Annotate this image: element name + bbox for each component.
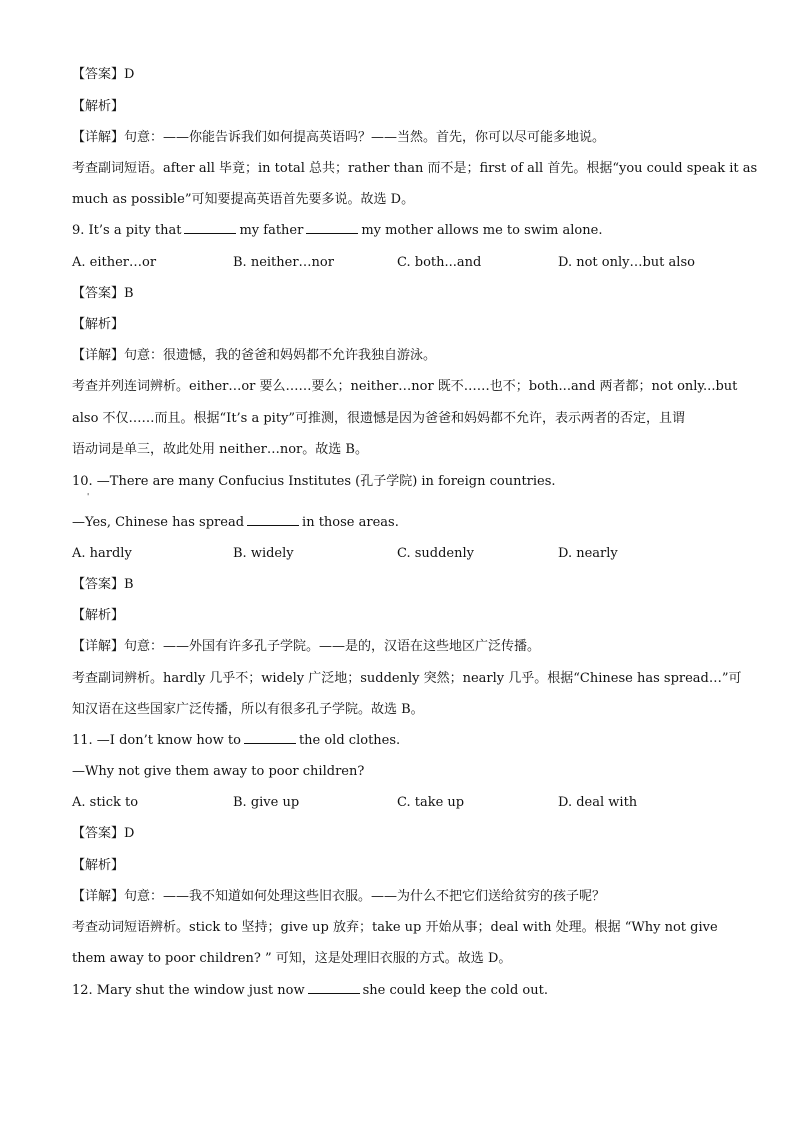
q9-blank-2: [306, 222, 358, 234]
q10-stem-line-1: 10. —There are many Confucius Institutes (孔子学院) in foreign countries.: [72, 474, 556, 489]
q10-explanation-line-2: 知汉语在这些国家广泛传播，所以有很多孔子学院。故选 B。: [72, 702, 424, 717]
q9-analysis-label: 【解析】: [72, 317, 125, 332]
q9-stem-part-2: my father: [239, 223, 304, 238]
q11-explanation-line-2: them away to poor children? ” 可知，这是处理旧衣服的方式。故选 D。: [72, 951, 512, 966]
q8-detail: 【详解】句意：——你能告诉我们如何提高英语吗？——当然。首先，你可以尽可能多地说。: [72, 130, 606, 145]
q11-answer: 【答案】D: [72, 826, 135, 841]
q9-detail: 【详解】句意：很遗憾，我的爸爸和妈妈都不允许我独自游泳。: [72, 348, 437, 363]
q12-blank: [308, 982, 360, 994]
q10-analysis-label: 【解析】: [72, 608, 125, 623]
q10-option-d: D. nearly: [558, 546, 618, 561]
q8-explanation-line-2: much as possible”可知要提高英语首先要多说。故选 D。: [72, 192, 415, 207]
q9-option-c: C. both...and: [397, 255, 482, 270]
q10-stem-part-1: —Yes, Chinese has spread: [72, 515, 245, 530]
q12-stem-part-1: 12. Mary shut the window just now: [72, 983, 305, 998]
q10-option-c: C. suddenly: [397, 546, 475, 561]
q10-option-b: B. widely: [233, 546, 294, 561]
q10-explanation-line-1: 考查副词辨析。hardly 几乎不；widely 广泛地；suddenly 突然；nearly 几乎。根据“Chinese has spread…”可: [72, 671, 742, 686]
q11-option-b: B. give up: [233, 795, 300, 810]
q10-stem-part-2: in those areas.: [302, 515, 399, 530]
q12-stem-part-2: she could keep the cold out.: [362, 983, 548, 998]
q9-option-d: D. not only…but also: [558, 255, 695, 270]
q8-analysis-label: 【解析】: [72, 99, 125, 114]
q11-stem-line-2: —Why not give them away to poor children?: [72, 764, 365, 779]
q8-answer: 【答案】D: [72, 67, 135, 82]
q10-blank: [247, 514, 299, 526]
q11-option-c: C. take up: [397, 795, 465, 810]
q9-option-a: A. either…or: [72, 255, 157, 270]
q9-stem-part-3: my mother allows me to swim alone.: [361, 223, 603, 238]
q9-option-b: B. neither…nor: [233, 255, 334, 270]
q11-explanation-line-1: 考查动词短语辨析。stick to 坚持；give up 放弃；take up 开始从事；deal with 处理。根据 “Why not give: [72, 920, 718, 935]
q9-explanation-line-3: 语动词是单三，故此处用 neither…nor。故选 B。: [72, 442, 368, 457]
q11-blank: [244, 732, 296, 744]
q11-stem-part-1: 11. —I don’t know how to: [72, 733, 241, 748]
q10-detail: 【详解】句意：——外国有许多孔子学院。——是的，汉语在这些地区广泛传播。: [72, 639, 541, 654]
q9-answer: 【答案】B: [72, 286, 134, 301]
q11-stem-line-1: [72, 732, 400, 750]
q11-option-a: A. stick to: [72, 795, 139, 810]
q10-answer: 【答案】B: [72, 577, 134, 592]
q9-stem: [72, 222, 602, 240]
q11-analysis-label: 【解析】: [72, 858, 125, 873]
q10-number-dot: ': [87, 492, 90, 501]
q11-option-d: D. deal with: [558, 795, 638, 810]
q11-stem-part-2: the old clothes.: [298, 733, 401, 748]
q11-detail: 【详解】句意：——我不知道如何处理这些旧衣服。——为什么不把它们送给贫穷的孩子呢？: [72, 889, 606, 904]
q9-explanation-line-2: also 不仅……而且。根据“It’s a pity”可推测，很遗憾是因为爸爸和妈妈都不允许，表示两者的否定，且谓: [72, 411, 686, 426]
q12-stem: [72, 982, 548, 1000]
q9-explanation-line-1: 考查并列连词辨析。either…or 要么……要么；neither…nor 既不……也不；both...and 两者都；not only...but: [72, 379, 738, 394]
q9-stem-part-1: 9. It’s a pity that: [72, 223, 182, 238]
q10-option-a: A. hardly: [72, 546, 132, 561]
q8-explanation-line-1: 考查副词短语。after all 毕竟；in total 总共；rather than 而不是；first of all 首先。根据“you could speak it as: [72, 161, 758, 176]
q10-stem-line-2: [72, 514, 399, 532]
q9-blank-1: [184, 222, 236, 234]
